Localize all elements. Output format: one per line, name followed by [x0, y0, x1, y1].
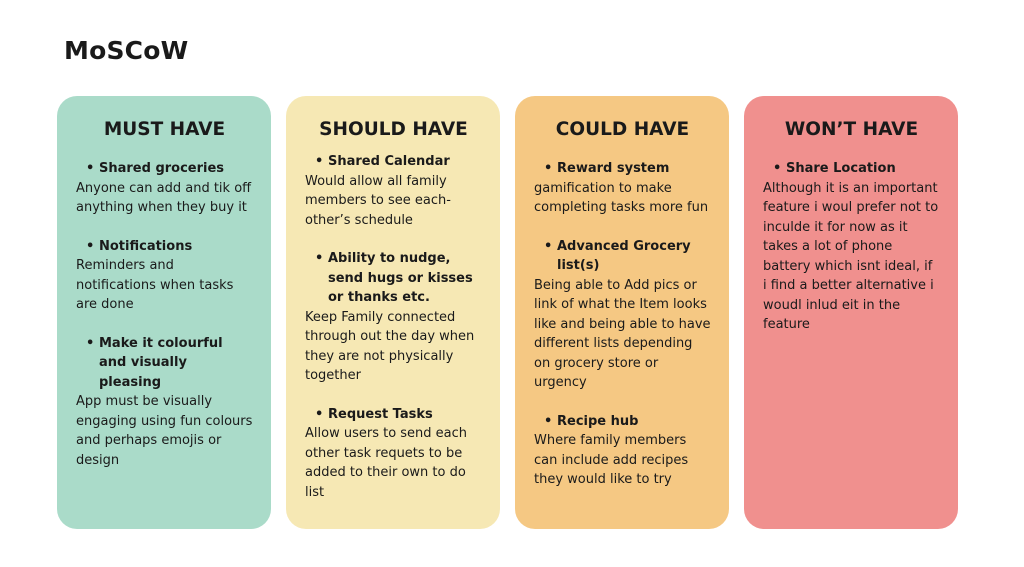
- item-title: Shared Calendar: [328, 154, 450, 169]
- list-item: [534, 237, 711, 393]
- list-item: [305, 152, 482, 230]
- list-item: [534, 412, 711, 490]
- item-title: Request Tasks: [328, 406, 433, 422]
- list-item: [76, 237, 253, 315]
- page-title: MoSCoW: [64, 36, 189, 65]
- list-item: [76, 334, 253, 471]
- item-title: Notifications: [99, 238, 193, 254]
- item-description: Would allow all family members to see each-other’s schedule: [305, 173, 451, 228]
- wont-have-heading: WON’T HAVE: [784, 119, 919, 140]
- item-title: Make it colourful and visually pleasing: [99, 335, 223, 390]
- bullet-icon: •: [544, 413, 553, 429]
- wont-have-card: [744, 96, 958, 529]
- item-description: gamification to make completing tasks more fun: [534, 180, 709, 215]
- item-description: Anyone can add and tik off anything when they buy it: [76, 180, 252, 215]
- item-description: Where family members can include add recipes they would like to try: [534, 433, 689, 487]
- bullet-icon: •: [773, 161, 782, 176]
- item-description: Reminders and notifications when tasks are done: [76, 258, 234, 312]
- must-have-heading: MUST HAVE: [103, 119, 226, 140]
- bullet-icon: •: [86, 335, 95, 351]
- item-description: Keep Family connected through out the day when they are not physically together: [305, 309, 475, 383]
- must-have-card: [57, 96, 271, 529]
- list-item: [763, 159, 940, 335]
- bullet-icon: •: [86, 161, 95, 176]
- list-item: [76, 159, 253, 218]
- item-title: Recipe hub: [557, 413, 639, 429]
- item-title: Share Location: [786, 161, 896, 176]
- bullet-icon: •: [315, 251, 324, 266]
- bullet-icon: •: [315, 406, 324, 422]
- list-item: [305, 249, 482, 386]
- list-item: [305, 405, 482, 503]
- item-description: Being able to Add pics or link of what the Item looks like and being able to have different lists depending on grocery store or urgency: [534, 277, 711, 390]
- bullet-icon: •: [315, 154, 324, 169]
- item-description: Allow users to send each other task requets to be added to their own to do list: [305, 426, 468, 500]
- item-title: Ability to nudge, send hugs or kisses or thanks etc.: [328, 251, 473, 305]
- list-item: [534, 159, 711, 218]
- could-have-heading: COULD HAVE: [555, 119, 690, 140]
- item-title: Shared groceries: [99, 161, 225, 176]
- could-have-card: [515, 96, 729, 529]
- item-description: Although it is an important feature i woul prefer not to inculde it for now as it takes a lot of phone battery which isnt ideal, if i find a better alternative i woudl inlud eit in the feature: [763, 180, 939, 332]
- bullet-icon: •: [544, 161, 553, 176]
- should-have-heading: SHOULD HAVE: [319, 119, 468, 140]
- bullet-icon: •: [86, 238, 95, 254]
- should-have-card: [286, 96, 500, 529]
- item-description: App must be visually engaging using fun colours and perhaps emojis or design: [76, 394, 253, 468]
- item-title: Advanced Grocery list(s): [557, 238, 691, 273]
- bullet-icon: •: [544, 238, 553, 254]
- item-title: Reward system: [557, 161, 670, 176]
